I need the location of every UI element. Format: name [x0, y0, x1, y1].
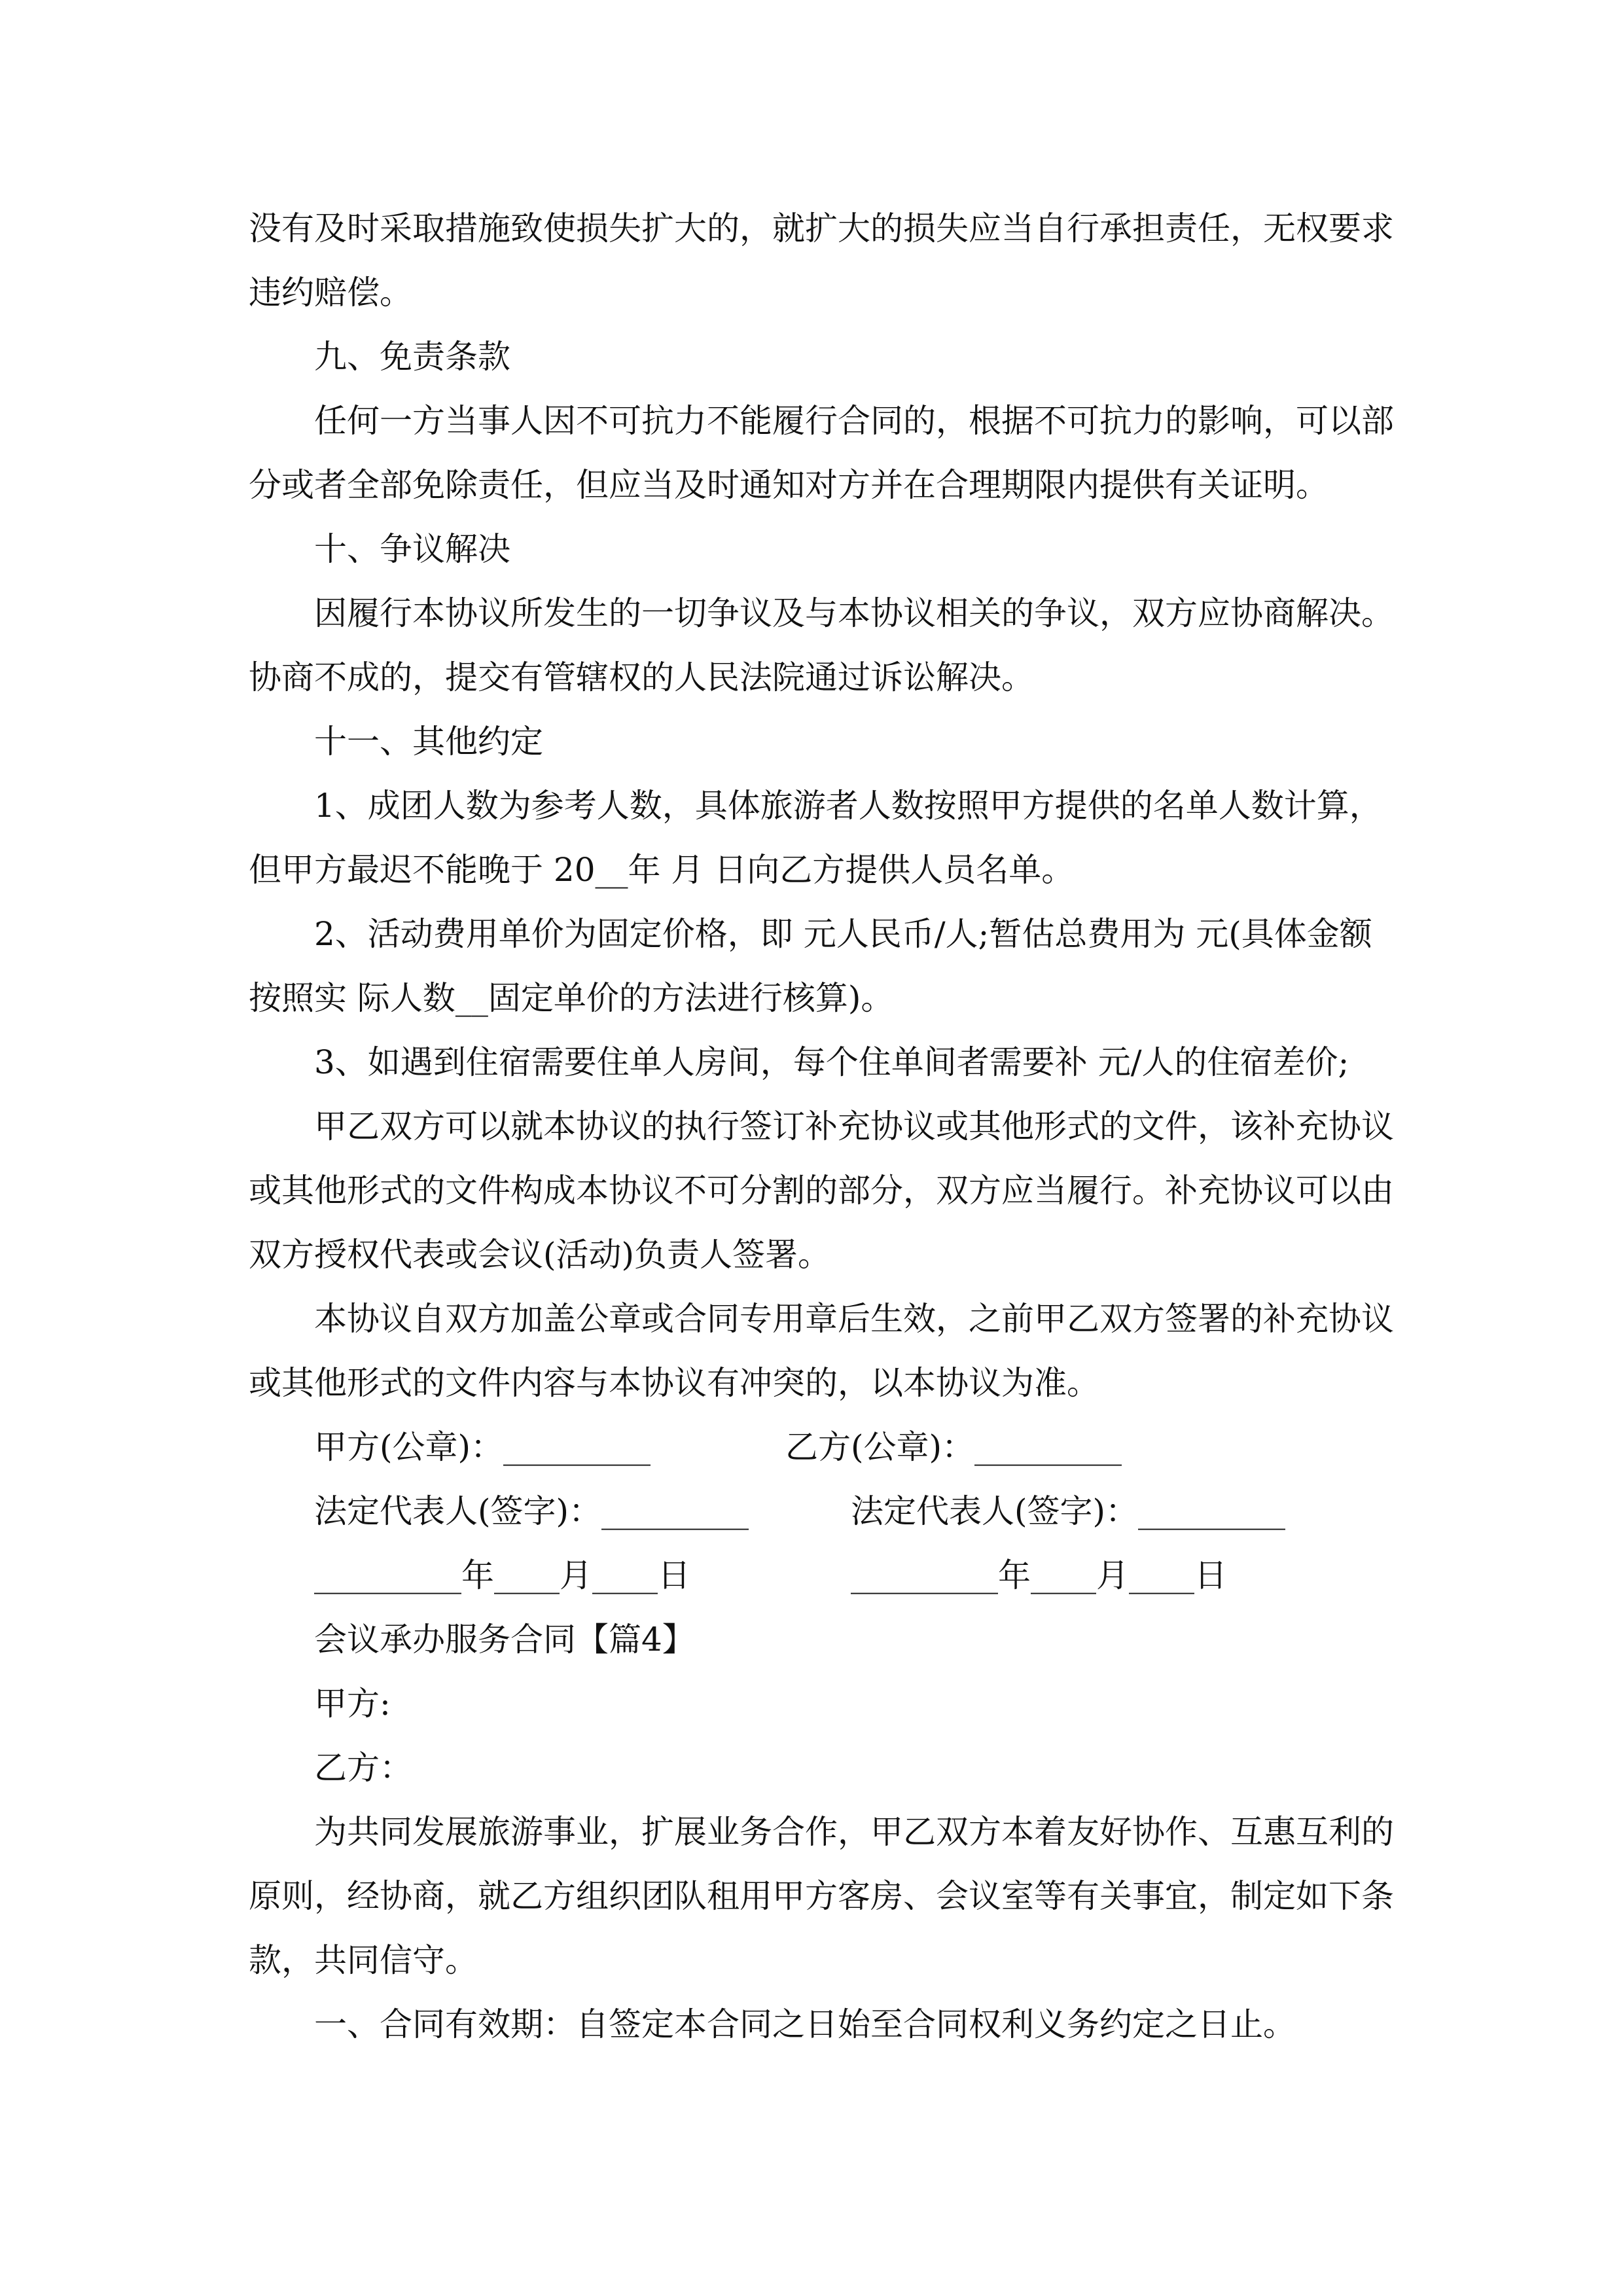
- paragraph-line: 甲乙双方可以就本协议的执行签订补充协议或其他形式的文件，该补充协议: [314, 1107, 1394, 1145]
- paragraph-line: 分或者全部免除责任，但应当及时通知对方并在合理期限内提供有关证明。: [249, 466, 1329, 504]
- paragraph-line: 双方授权代表或会议(活动)负责人签署。: [249, 1236, 831, 1274]
- paragraph-line: 协商不成的，提交有管辖权的人民法院通过诉讼解决。: [249, 658, 1034, 696]
- section-heading-other: 十一、其他约定: [314, 723, 543, 761]
- party-b-representative: 法定代表人(签字)：_________: [851, 1492, 1286, 1530]
- paragraph-line: 按照实 际人数__固定单价的方法进行核算)。: [249, 979, 894, 1017]
- paragraph-line: 但甲方最迟不能晚于 20__年 月 日向乙方提供人员名单。: [249, 851, 1075, 889]
- paragraph-line: 款，共同信守。: [249, 1941, 478, 1979]
- paragraph-line: 因履行本协议所发生的一切争议及与本协议相关的争议，双方应协商解决。: [314, 594, 1394, 632]
- paragraph-line: 违约赔偿。: [249, 274, 412, 312]
- party-a-seal: 甲方(公章)：_________: [314, 1428, 651, 1466]
- paragraph-line: 3、如遇到住宿需要住单人房间，每个住单间者需要补 元/人的住宿差价;: [314, 1043, 1349, 1081]
- document-body: [249, 196, 1400, 2056]
- signature-row-representative: [249, 1479, 1400, 1543]
- paragraph-line: 没有及时采取措施致使损失扩大的，就扩大的损失应当自行承担责任，无权要求: [249, 209, 1394, 247]
- section-heading-exemption: 九、免责条款: [314, 338, 510, 376]
- section-heading-dispute: 十、争议解决: [314, 530, 510, 568]
- contract-title: 会议承办服务合同【篇4】: [314, 1621, 695, 1659]
- paragraph-line: 1、成团人数为参考人数，具体旅游者人数按照甲方提供的名单人数计算，: [314, 787, 1382, 825]
- paragraph-line: 或其他形式的文件内容与本协议有冲突的，以本协议为准。: [249, 1364, 1099, 1402]
- party-a-date: _________年____月____日: [314, 1556, 690, 1594]
- paragraph-line: 2、活动费用单价为固定价格，即 元人民币/人;暂估总费用为 元(具体金额: [314, 915, 1372, 953]
- paragraph-line: 本协议自双方加盖公章或合同专用章后生效，之前甲乙双方签署的补充协议: [314, 1300, 1394, 1338]
- party-b-seal: 乙方(公章)：_________: [785, 1428, 1122, 1466]
- paragraph-line: 任何一方当事人因不可抗力不能履行合同的，根据不可抗力的影响，可以部: [314, 402, 1394, 440]
- party-b-date: _________年____月____日: [851, 1556, 1227, 1594]
- clause-validity: 一、合同有效期：自签定本合同之日始至合同权利义务约定之日止。: [314, 2005, 1296, 2043]
- paragraph-line: 为共同发展旅游事业，扩展业务合作，甲乙双方本着友好协作、互惠互利的: [314, 1813, 1394, 1851]
- party-a-representative: 法定代表人(签字)：_________: [314, 1492, 749, 1530]
- paragraph-line: 原则，经协商，就乙方组织团队租用甲方客房、会议室等有关事宜，制定如下条: [249, 1877, 1394, 1915]
- signature-row-seal: [249, 1415, 1400, 1479]
- paragraph-line: 或其他形式的文件构成本协议不可分割的部分，双方应当履行。补充协议可以由: [249, 1172, 1394, 1210]
- party-a-label: 甲方:: [314, 1685, 391, 1723]
- party-b-label: 乙方：: [314, 1749, 412, 1787]
- signature-row-date: [249, 1543, 1400, 1607]
